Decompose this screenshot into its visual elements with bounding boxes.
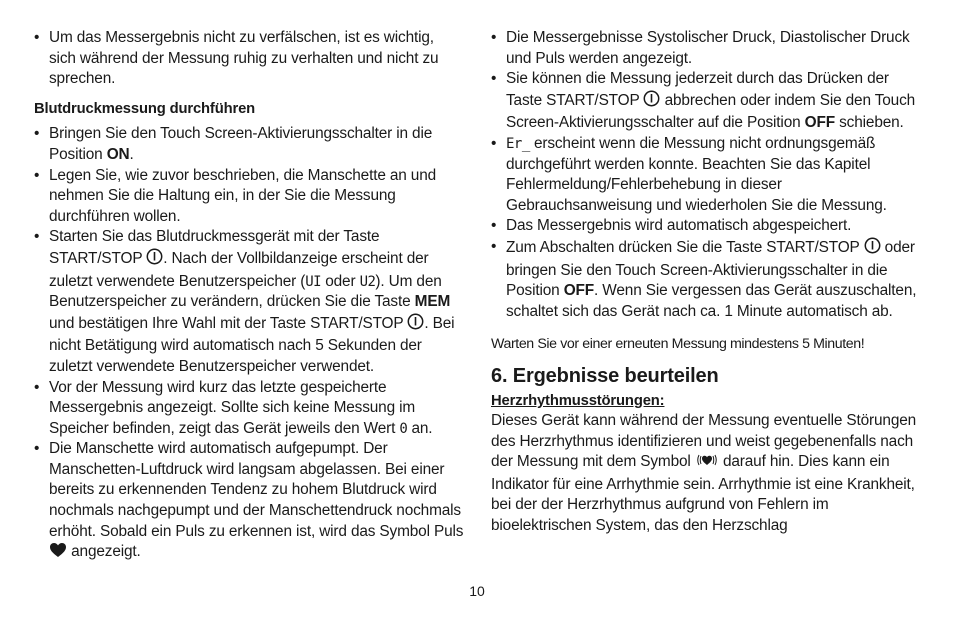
power-icon [864,237,881,261]
list-item: • Bringen Sie den Touch Screen-Aktivierungsschalter in die Position ON. [34,125,433,163]
arrhythmia-icon [695,452,719,475]
bullet: • [34,29,40,46]
keyword-off: OFF [563,282,595,300]
list-item: • Zum Abschalten drücken Sie die Taste START/STOP oder bringen Sie den Touch Screen-Aktivierungsschalter in die Position OFF. Wenn Sie vergessen das Gerät auszuschalten, schaltet sich das Gerät nach ca. 1 Minute automatisch ab. [491,237,917,320]
list-item: • Legen Sie, wie zuvor beschrieben, die Manschette an und nehmen Sie die Haltung ein, in der Sie die Messung durchführen wollen. [34,166,437,225]
page-number: 10 [469,583,485,599]
list-item: • Sie können die Messung jederzeit durch das Drücken der Taste START/STOP abbrechen oder indem Sie den Touch Screen-Aktivierungsschalter auf die Position OFF schieben. [491,70,916,132]
section-title: 6. Ergebnisse beurteilen [491,364,719,387]
power-icon [146,248,163,272]
arrhythmia-paragraph: Dieses Gerät kann während der Messung eventuelle Störungen des Herzrhythmus identifizieren und weist gegebenenfalls nach der Messung mit dem Symbol darauf hin. Dies kann ein Indikator für eine Arrhythmie sein. Arrhythmie ist eine Krankheit, bei der der Herzrhythmus aufgrund von Fehlern im bioelektrischen System, das den Herzschlag [491,411,917,534]
list-item: • Die Manschette wird automatisch aufgepumpt. Der Manschetten-Luftdruck wird langsam abgelassen. Bei einer bereits zu erkennenden Tendenz zu hohem Blutdruck wird nochmals nachgepumpt und der Manschettendruck nochmals erhöht. Sobald ein Puls zu erkennen ist, wird das Symbol Puls angezeigt. [34,439,464,565]
subheading: Blutdruckmessung durchführen [34,100,256,117]
keyword-mem: MEM [414,293,451,311]
heart-icon [49,542,67,565]
note-text: Warten Sie vor einer erneuten Messung mindestens 5 Minuten! [491,336,865,353]
error-code: Er_ [506,135,530,152]
list-item: • Das Messergebnis wird automatisch abgespeichert. [491,217,852,235]
power-icon [643,90,660,114]
intro-list [34,28,464,90]
list-item [34,28,464,90]
user-memory-2: U2 [359,273,376,290]
user-memory-1: UI [305,273,322,290]
steps-list [34,124,464,564]
subsection-heading: Herzrhythmusstörungen: [491,392,665,409]
list-item: • Die Messergebnisse Systolischer Druck, Diastolischer Druck und Puls werden angezeigt. [491,29,910,67]
list-item: • Vor der Messung wird kurz das letzte gespeicherte Messergebnis angezeigt. Sollte sich keine Messung im Speicher befinden, zeigt das Gerät jeweils den Wert 0 an. [34,378,433,437]
keyword-off: OFF [804,114,835,132]
keyword-on: ON [106,145,130,163]
lcd-value: 0 [399,420,408,437]
power-icon [407,313,424,337]
result-list [491,28,923,322]
item-text: Um das Messergebnis nicht zu verfälschen, ist es wichtig, sich während der Messung ruhig zu verhalten und nicht zu sprechen. [49,29,439,88]
list-item: • Starten Sie das Blutdruckmessgerät mit der Taste START/STOP . Nach der Vollbildanzeige erscheint der zuletzt verwendete Benutzerspeicher (UI oder U2). Um den Benutzerspeicher zu verändern, drücken Sie die Taste MEM und bestätigen Ihre Wahl mit der Taste START/STOP . Bei nicht Betätigung wird automatisch nach 5 Sekunden der zuletzt verwendete Benutzerspeicher verwendet. [34,228,455,375]
left-column [34,28,464,565]
list-item: • Er_ erscheint wenn die Messung nicht ordnungsgemäß durchgeführt werden konnte. Beachten Sie das Kapitel Fehlermeldung/Fehlerbehebung in dieser Gebrauchsanweisung und wiederholen Sie die Messung. [491,134,887,214]
right-column [491,28,923,536]
